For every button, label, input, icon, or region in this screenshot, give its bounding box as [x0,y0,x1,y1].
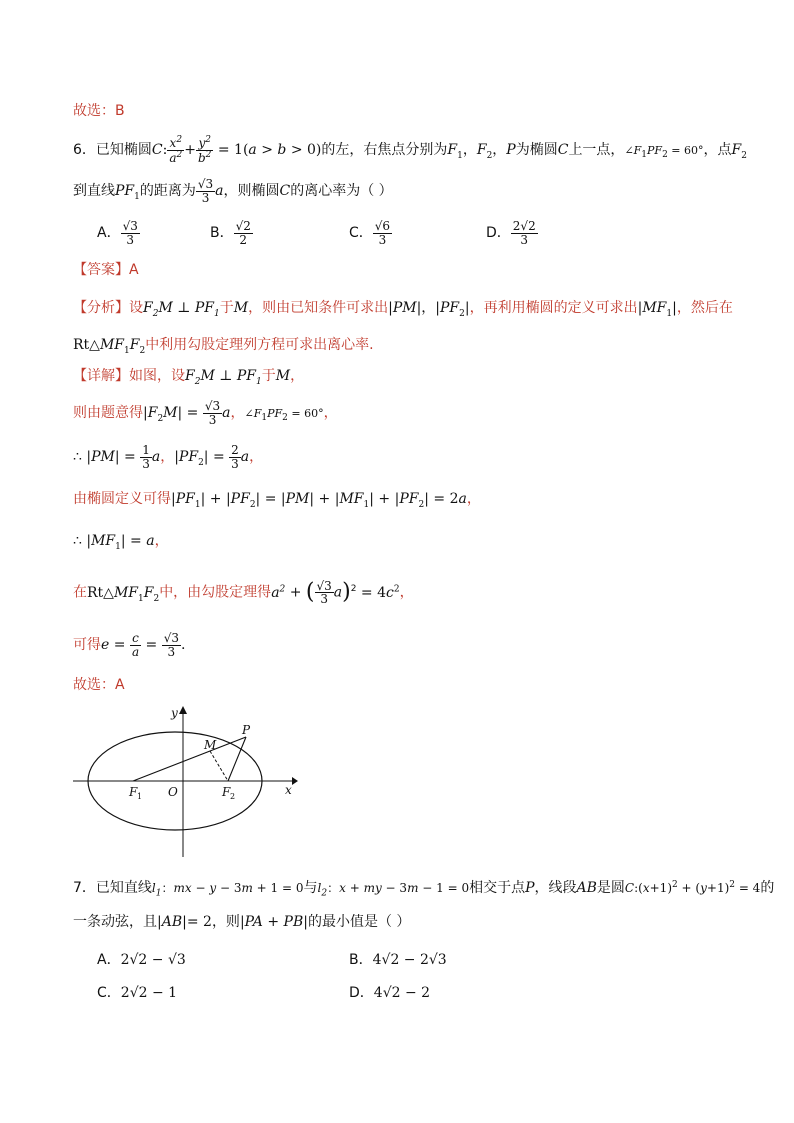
q6-detail-line2: 则由题意得$|F_2M|$ = $\frac{√3}{3}$ a，$\angle F_1PF_2 = 60^\circ$， [73,399,338,427]
q6-option-c[interactable]: C． $\frac{√6}{3}$ [349,219,391,247]
x-axis-arrow-icon [292,777,298,785]
label-F1: F [129,785,138,799]
q6-option-a[interactable]: A． $\frac{√3}{3}$ [97,219,138,247]
q7-stem-line2: 一条动弦，且|AB|= 2，则|PA + PB|的最小值是（ ） [73,914,411,930]
q7-option-d[interactable]: D．4√2 − 2 [349,985,431,1001]
q6-text: 已知椭圆 [95,142,152,159]
q6-text: 的离心率为（ ） [290,183,393,200]
prev-answer: 故选：B [73,103,125,119]
segment-F1-P [133,737,246,781]
label-y: y [171,706,178,720]
q6-detail-line1: 【详解】如图，设$F_2M$ ⊥ $PF_1$于M， [73,368,305,387]
q6-analysis-line1: 【分析】设$F_2M$ ⊥ $PF_1$于M，则由已知条件可求出|PM|，$|PF_2|$，再利用椭圆的定义可求出$|MF_1|$，然后在 [73,300,733,319]
label-F1-sub: 1 [137,792,143,801]
answer-value: A [129,262,139,278]
q6-analysis-line2: $Rt\triangle MF_1F_2$中利用勾股定理列方程可求出离心率. [73,337,374,356]
y-axis-arrow-icon [179,706,187,714]
q7-stem-line1: 7．已知直线$l_1$：mx − y − 3m + 1 = 0与$l_2$：x + my − 3m − 1 = 0相交于点P，线段AB是圆$C:(x+1)^2 + (y+1)^2 = 4$的 [73,880,775,899]
q6-stem-line2: 到直线$PF_1$的距离为 $\frac{√3}{3}$ a，则椭圆C的离心率为（ ） [73,177,393,205]
label-F2-sub: 2 [230,792,236,801]
q6-ellipse-equation: C [151,142,163,159]
q6-detail-line6: 在$Rt\triangle MF_1F_2$中，由勾股定理得$a^2$ + ( $\frac{√3}{3}$ $a)^2 = 4c^2$， [73,578,414,607]
label-P: P [242,723,251,737]
q6-detail-line5: ∴ $|MF_1| = a$， [73,533,169,552]
q6-number: 6． [73,142,96,159]
q6-text: 的左，右焦点分别为 [321,142,448,159]
q6-text: 为椭圆 [515,142,558,159]
q7-option-a[interactable]: A．2√2 − √3 [97,952,186,968]
q6-detail-line7: 可得e = $\frac{c}{a}$ = $\frac{√3}{3}$ . [73,631,186,659]
q7-option-c[interactable]: C．2√2 − 1 [97,985,178,1001]
q6-text: ，点 [703,142,732,159]
q6-detail-line4: 由椭圆定义可得$|PF_1| + |PF_2| = |PM| + |MF_1| + |PF_2| = 2a$， [73,491,481,510]
q7-number: 7． [73,880,96,896]
q6-text: 到直线 [73,183,115,200]
answer-tag: 【答案】 [73,262,129,278]
q6-final-answer: 故选：A [73,677,125,693]
ellipse-figure [70,702,300,862]
q6-option-b[interactable]: B． $\frac{√2}{2}$ [210,219,251,247]
label-O: O [168,785,178,799]
label-M: M [204,738,217,752]
q7-option-b[interactable]: B．4√2 − 2√3 [349,952,447,968]
label-x: x [285,783,292,797]
q6-option-d[interactable]: D． $\frac{2√2}{3}$ [486,219,536,247]
q6-text: 的距离为 [139,183,196,200]
detail-tag: 【详解】 [73,368,129,384]
q6-text: ，则椭圆 [223,183,280,200]
label-F2: F [222,785,231,799]
segment-F2-M-dashed [210,751,228,781]
q6-stem-line1: 6．已知椭圆C: $\frac{x^2}{a^2}$ + $\frac{y^2}{b^2}$ = 1(a > b > 0)的左，右焦点分别为$F_1$，$F_2$，P为椭圆C上一点，$\angle F_1PF_2 = 60^\circ$，点$F_2$ [73,135,747,165]
q6-answer [73,259,139,281]
q6-text: 上一点， [568,142,625,159]
q6-detail-line3: ∴ |PM| = $\frac{1}{3}$ a，$|PF_2|$ = $\frac{2}{3}$ a， [73,443,264,471]
analysis-tag: 【分析】 [73,300,129,316]
